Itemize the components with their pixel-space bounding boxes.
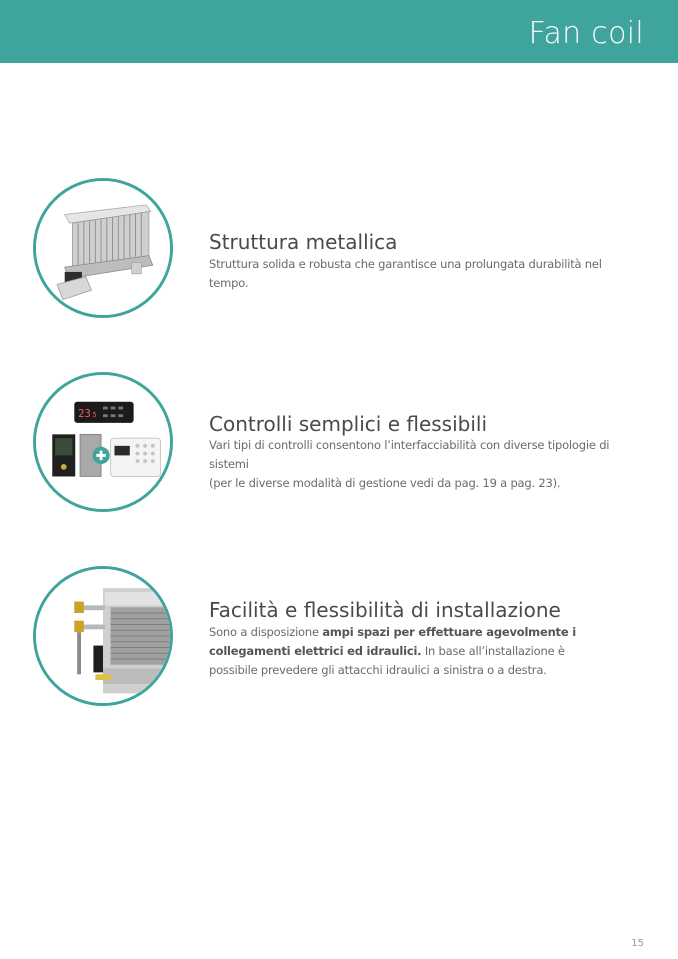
page-number: 15 (631, 938, 644, 949)
feature-title: Controlli semplici e flessibili (209, 412, 488, 436)
feature-title: Facilità e flessibilità di installazione (209, 598, 561, 622)
feature-description-emphasis: ampi spazi per effettuare agevolmente i collegamenti elettrici ed idraulici. (209, 625, 576, 658)
feature-description (209, 436, 619, 493)
feature-description-line2: (per le diverse modalità di gestione vedi da pag. 19 a pag. 23). (209, 476, 561, 490)
metal-structure-image (33, 178, 173, 318)
display-reading: 23 (78, 408, 91, 421)
header-bar (0, 0, 678, 63)
page-title: Fan coil (528, 16, 644, 51)
feature-description: Struttura solida e robusta che garantisce una prolungata durabilità nel tempo. (209, 257, 602, 290)
feature-description-line1: Vari tipi di controlli consentono l’interfacciabilità con diverse tipologie di sistemi (209, 438, 610, 471)
feature-title: Struttura metallica (209, 230, 398, 254)
installation-image (33, 566, 173, 706)
feature-description: Sono a disposizione ampi spazi per effettuare agevolmente i collegamenti elettrici ed idraulici. In base all’installazione è possibile prevedere gli attacchi idraulici a sinistra o a destra. (209, 625, 576, 677)
controls-image (33, 372, 173, 512)
display-reading-small: 5 (92, 411, 97, 420)
